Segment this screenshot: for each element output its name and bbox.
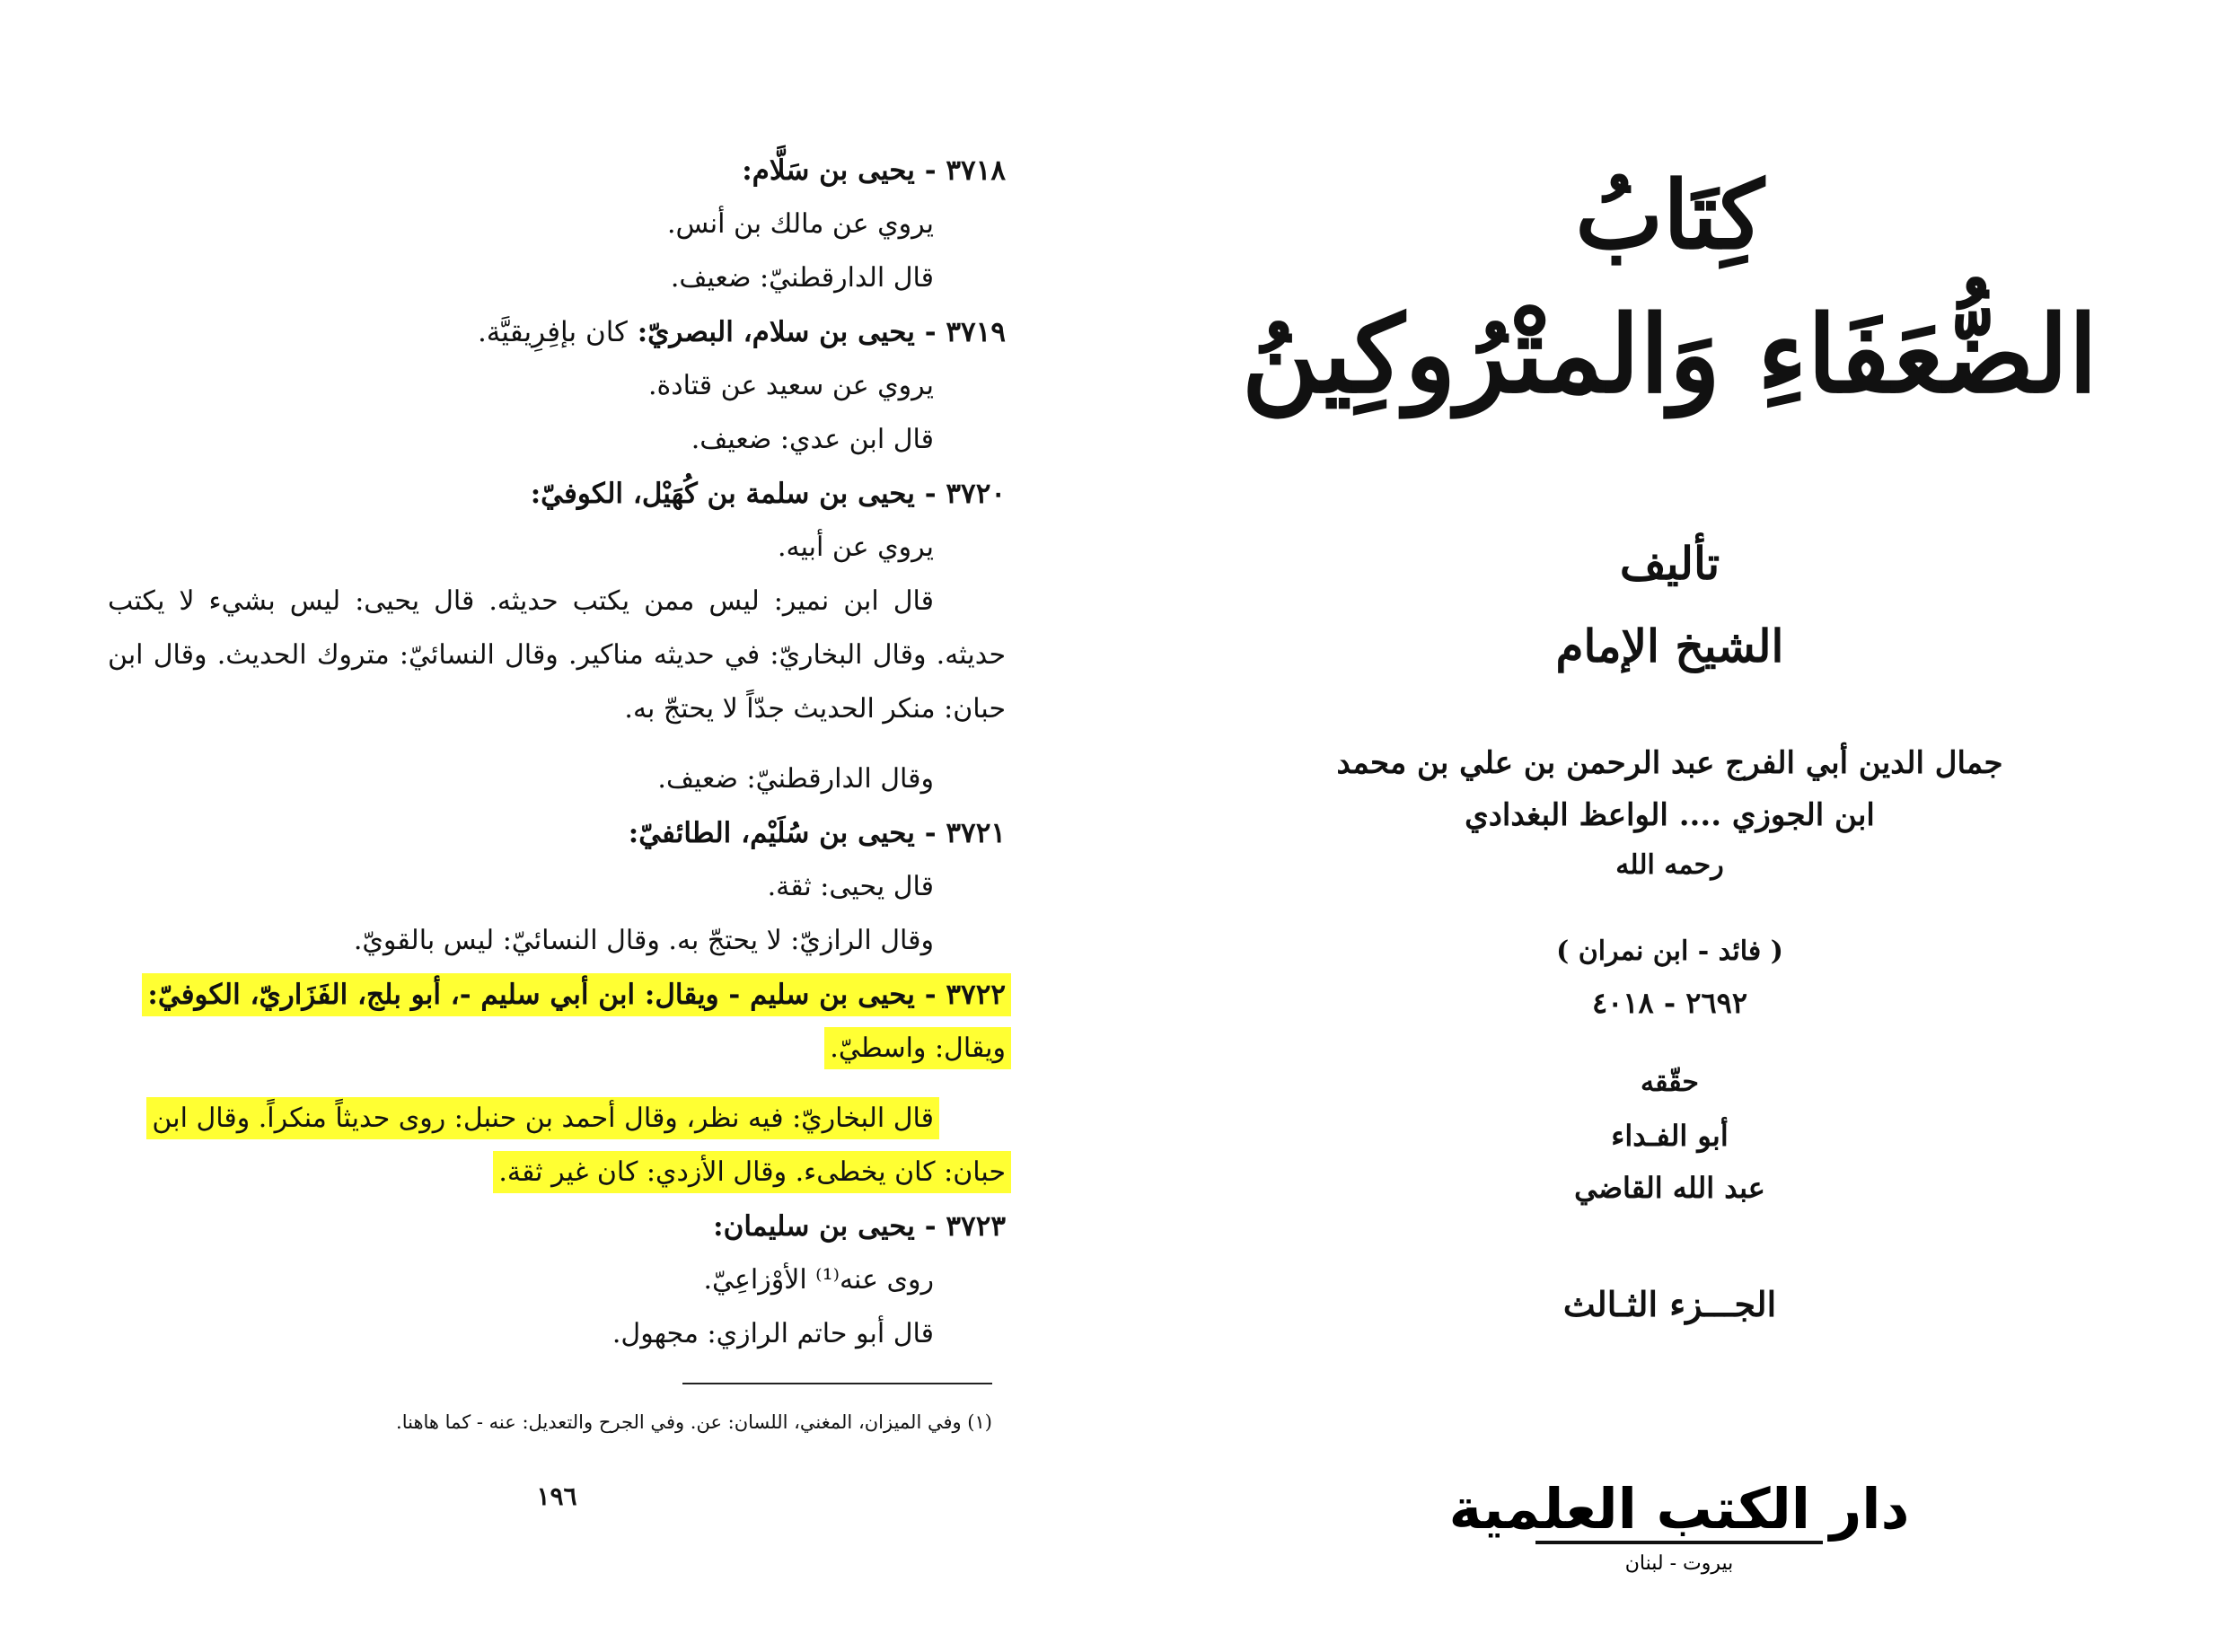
entry-3722-heading: [108, 968, 1006, 1022]
entry-3721-line: قال يحيى: ثقة.: [767, 871, 934, 902]
entry-3720-line: وقال الدارقطنيّ: ضعيف.: [657, 763, 934, 795]
book-title: الضُّعَفَاءِ وَالمتْرُوكِينُ: [1241, 292, 2098, 417]
highlighted-heading: ٣٧٢٢ - يحيى بن سليم - ويقال: ابن أبي سليم -، أبو بلج، الفَزَاريّ، الكوفيّ:: [147, 979, 1006, 1011]
entry-3718-heading: [108, 144, 1006, 198]
entry-heading: ٣٧٢١ - يحيى بن سُلَيْم، الطائفيّ:: [628, 817, 1006, 849]
entry-3723-heading: [108, 1199, 1006, 1253]
para-text: حديثه. وقال البخاريّ: في حديثه مناكير. وقال النسائيّ: متروك الحديث. وقال ابن: [108, 639, 1006, 671]
entry-3721-line: وقال الرازيّ: لا يحتجّ به. وقال النسائيّ: ليس بالقويّ.: [353, 925, 934, 956]
para-text: قال ابن نمير: ليس ممن يكتب حديثه. قال يحيى: ليس بشيء لا يكتب: [108, 585, 934, 617]
publisher-logo: [1448, 1472, 1910, 1580]
volume-part: الجـــزء الثـالث: [1562, 1284, 1777, 1324]
entry-3723-line: روى عنه⁽¹⁾ الأوْزاعِيّ.: [703, 1264, 934, 1296]
editor-name-1: أبو الفـداء: [1611, 1119, 1729, 1153]
entry-3722-para-line: [108, 1146, 1006, 1199]
authored-by-label: تأليف: [1619, 537, 1720, 590]
entry-3718-line: قال الدارقطنيّ: ضعيف.: [670, 262, 934, 294]
highlighted-text: ويقال: واسطيّ.: [830, 1032, 1006, 1064]
entry-3719-heading: [108, 305, 1006, 359]
entry-3719-line: قال ابن عدي: ضعيف.: [691, 424, 934, 455]
publisher-name: دار الكتب العلمية: [1448, 1476, 1910, 1542]
edited-by-label: حقّقه: [1641, 1067, 1699, 1098]
entry-3718-line: يروي عن مالك بن أنس.: [666, 208, 934, 240]
highlighted-text: قال البخاريّ: فيه نظر، وقال أحمد بن حنبل: روى حديثاً منكراً. وقال ابن: [152, 1103, 934, 1134]
entry-heading: ٣٧١٨ - يحيى بن سَلَّام:: [742, 154, 1006, 187]
author-line-3: رحمه الله: [1615, 849, 1724, 881]
volume-range-numbers: ٢٦٩٢ - ٤٠١٨: [1591, 986, 1748, 1020]
entry-3720-para-line: [108, 575, 1006, 628]
entry-heading-rest: كان بإفِرِيقيَّة.: [477, 316, 628, 348]
entry-heading: ٣٧١٩ - يحيى بن سلام، البصريّ:: [637, 316, 1006, 348]
footnote-divider: [682, 1383, 992, 1384]
author-line-2: ابن الجوزي .... الواعظ البغدادي: [1465, 797, 1875, 833]
entry-3720-heading: [108, 467, 1006, 521]
footnote: (١) وفي الميزان، المغني، اللسان: عن. وفي الجرح والتعديل: عنه - كما هاهنا.: [396, 1411, 992, 1433]
text-column: [108, 144, 1006, 1361]
editor-name-2: عبد الله القاضي: [1574, 1171, 1765, 1205]
entry-3720-para-line: حبان: منكر الحديث جدّاً لا يحتجّ به.: [624, 693, 1006, 725]
publisher-city: بيروت - لبنان: [1624, 1552, 1734, 1575]
author-line-1: جمال الدين أبي الفرج عبد الرحمن بن علي بن محمد: [1336, 745, 2003, 781]
highlighted-text: حبان: كان يخطىء. وقال الأزدي: كان غير ثقة.: [498, 1156, 1006, 1188]
entry-3720-para-line: [108, 628, 1006, 682]
sheikh-label: الشيخ الإمام: [1555, 620, 1784, 672]
entry-heading: ٣٧٢٠ - يحيى بن سلمة بن كُهَيْل، الكوفيّ:: [530, 478, 1006, 510]
book-word: كِتَابُ: [1575, 160, 1764, 270]
volume-range-names: ( فائد - ابن نمران ): [1556, 936, 1783, 967]
right-page-title: [1113, 0, 2226, 1652]
page-number: ١٩٦: [536, 1481, 577, 1511]
entry-3719-line: يروي عن سعيد عن قتادة.: [647, 370, 934, 401]
entry-3722-cont: [108, 1022, 1006, 1076]
entry-3720-line: يروي عن أبيه.: [777, 532, 934, 563]
entry-heading: ٣٧٢٣ - يحيى بن سليمان:: [713, 1210, 1006, 1243]
entry-3721-heading: [108, 806, 1006, 860]
entry-3722-para-line: [108, 1092, 1006, 1146]
entry-3723-line: قال أبو حاتم الرازي: مجهول.: [611, 1318, 934, 1349]
